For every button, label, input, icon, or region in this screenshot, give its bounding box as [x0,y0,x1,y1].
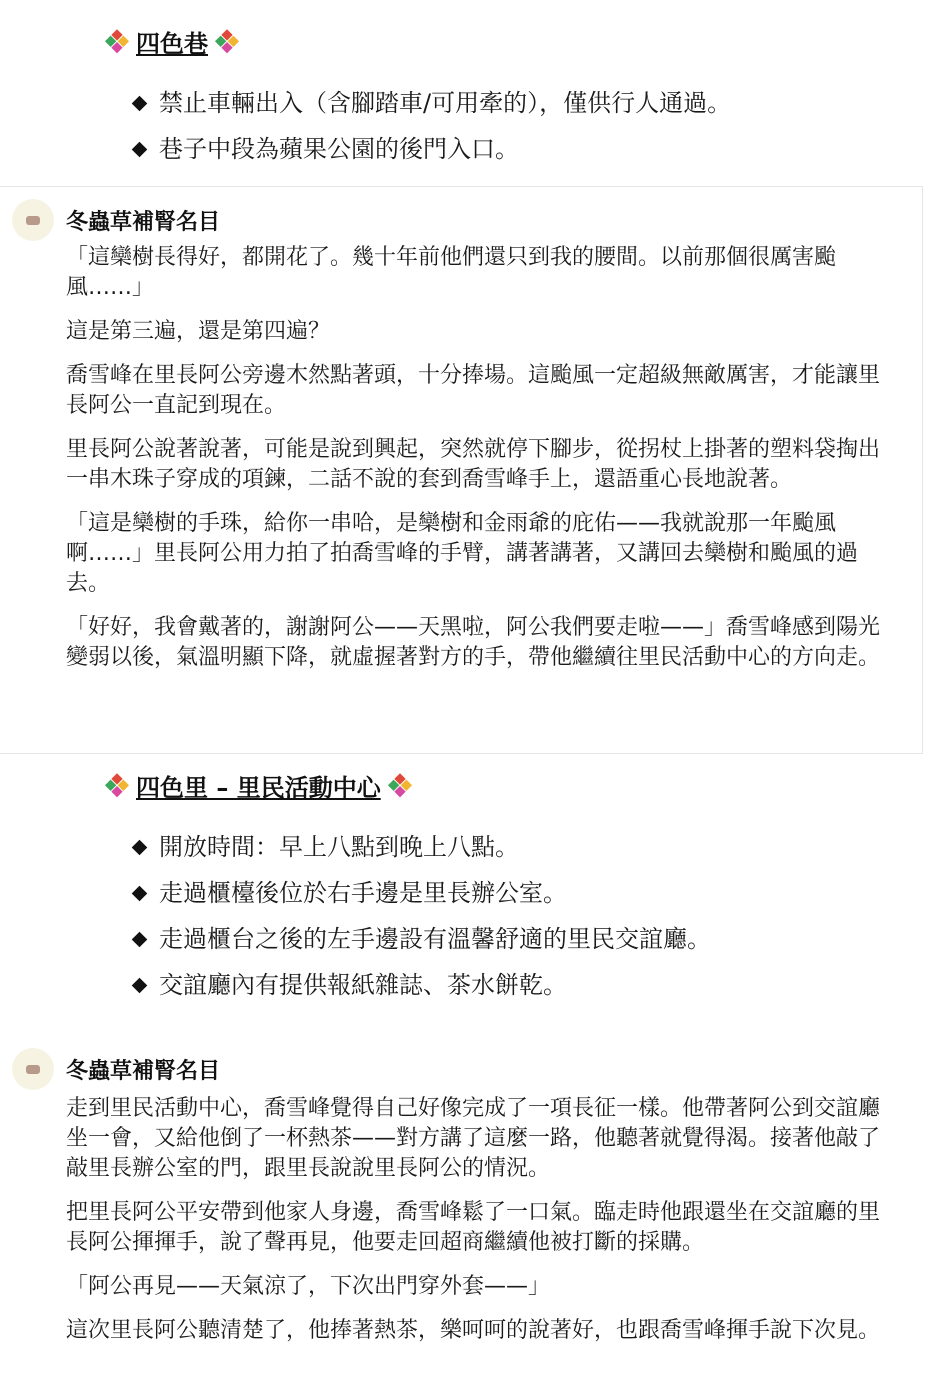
post-paragraph: 這是第三遍，還是第四遍？ [66,319,331,344]
gem-icon [384,770,415,801]
list-item: 禁止車輛出入（含腳踏車/可用牽的），僅供行人通過。 [134,80,731,126]
post-paragraph: 把里長阿公平安帶到他家人身邊，喬雪峰鬆了一口氣。臨走時他跟還坐在交誼廳的里長阿公揮揮手，說了聲再見，他要走回超商繼續他被打斷的採購。 [66,1200,881,1255]
gem-icon [101,26,132,57]
gem-icon [101,770,132,801]
bullet-diamond-icon [132,95,148,111]
bullet-diamond-icon [132,141,148,157]
list-item: 走過櫃台之後的左手邊設有溫馨舒適的里民交誼廳。 [134,916,711,962]
bullet-diamond-icon [132,839,148,855]
location-bullet-list-1 [134,80,731,172]
location-title[interactable]: 四色里 – 里民活動中心 [136,774,381,802]
post-body [66,243,888,687]
post-paragraph: 走到里民活動中心，喬雪峰覺得自己好像完成了一項長征一樣。他帶著阿公到交誼廳坐一會，又給他倒了一杯熱茶——對方講了這麼一路，他聽著就覺得渴。接著他敲了敲里長辦公室的門，跟里長說說里長阿公的情況。 [66,1096,881,1181]
post-paragraph: 喬雪峰在里長阿公旁邊木然點著頭，十分捧場。這颱風一定超級無敵厲害，才能讓里長阿公一直記到現在。 [66,363,881,418]
bullet-diamond-icon [132,931,148,947]
bullet-diamond-icon [132,885,148,901]
post-paragraph: 「阿公再見——天氣涼了，下次出門穿外套——」 [66,1274,551,1299]
post-paragraph: 「好好，我會戴著的，謝謝阿公——天黑啦，阿公我們要走啦——」喬雪峰感到陽光變弱以後，氣溫明顯下降，就虛握著對方的手，帶他繼續往里民活動中心的方向走。 [66,615,881,670]
list-item: 走過櫃檯後位於右手邊是里長辦公室。 [134,870,711,916]
gem-icon [211,26,242,57]
list-item: 巷子中段為蘋果公園的後門入口。 [134,126,731,172]
post-author[interactable]: 冬蟲草補腎名目 [66,210,221,235]
post-body [66,1094,888,1360]
location-bullet-list-2 [134,824,711,1008]
post-paragraph: 這次里長阿公聽清楚了，他捧著熱茶，樂呵呵的說著好，也跟喬雪峰揮手說下次見。 [66,1318,881,1343]
location-header-2 [106,768,411,803]
list-item: 交誼廳內有提供報紙雜誌、茶水餅乾。 [134,962,711,1008]
post-card-2 [0,1040,922,1393]
avatar[interactable] [12,1048,54,1090]
avatar[interactable] [12,199,54,241]
post-paragraph: 「這是欒樹的手珠，給你一串哈，是欒樹和金雨爺的庇佑——我就說那一年颱風啊……」里長阿公用力拍了拍喬雪峰的手臂，講著講著，又講回去欒樹和颱風的過去。 [66,511,859,596]
location-header-1 [106,24,238,59]
list-item: 開放時間：早上八點到晚上八點。 [134,824,711,870]
post-author[interactable]: 冬蟲草補腎名目 [66,1059,221,1084]
post-card-1 [0,186,923,754]
location-title[interactable]: 四色巷 [136,30,208,58]
post-paragraph: 「這欒樹長得好，都開花了。幾十年前他們還只到我的腰間。以前那個很厲害颱風……」 [66,245,837,300]
bullet-diamond-icon [132,977,148,993]
post-paragraph: 里長阿公說著說著，可能是說到興起，突然就停下腳步，從拐杖上掛著的塑料袋掏出一串木珠子穿成的項鍊，二話不說的套到喬雪峰手上，還語重心長地說著。 [66,437,881,492]
